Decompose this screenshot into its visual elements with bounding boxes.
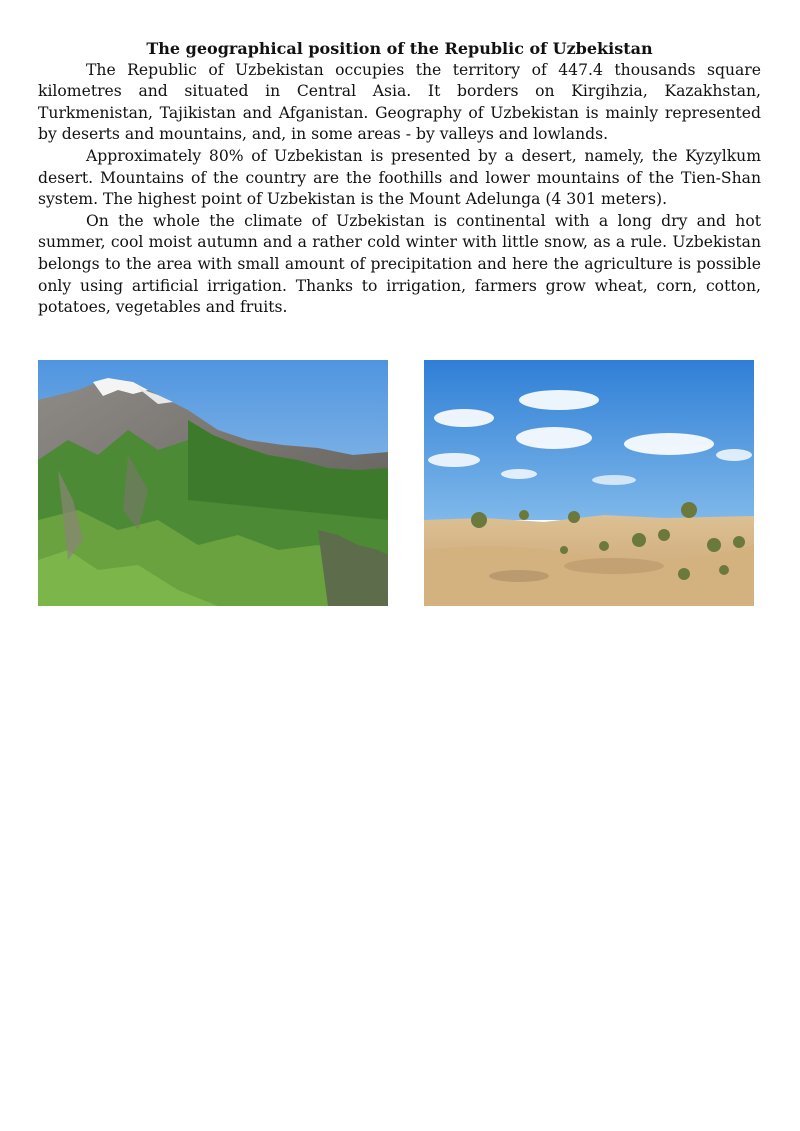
paragraph-climate: On the whole the climate of Uzbekistan is continental with a long dry and hot summer, cool moist autumn and a rather cold winter with little snow, as a rule. Uzbekistan belongs to the area with small amount of precipitation and here the agriculture is possible only using artificial irrigation. Thanks to irrigation, farmers grow wheat, corn, cotton, potatoes, vegetables and fruits. xyxy=(38,211,761,317)
desert-photo xyxy=(424,360,754,606)
document-title: The geographical position of the Republic of Uzbekistan xyxy=(146,39,653,58)
paragraph-location: The Republic of Uzbekistan occupies the territory of 447.4 thousands square kilometres and situated in Central Asia. It borders on Kirgihzia, Kazakhstan, Turkmenistan, Tajikistan and Afganistan. Geography of Uzbekistan is mainly represented by deserts and mountains, and, in some areas - by valleys and lowlands. xyxy=(38,60,761,144)
document-page xyxy=(38,38,761,319)
paragraph-deserts: Approximately 80% of Uzbekistan is presented by a desert, namely, the Kyzylkum desert. Mountains of the country are the foothills and lower mountains of the Tien-Shan system. The highest point of Uzbekistan is the Mount Adelunga (4 301 meters). xyxy=(38,146,761,209)
figure-row xyxy=(38,360,761,606)
mountain-photo xyxy=(38,360,388,606)
